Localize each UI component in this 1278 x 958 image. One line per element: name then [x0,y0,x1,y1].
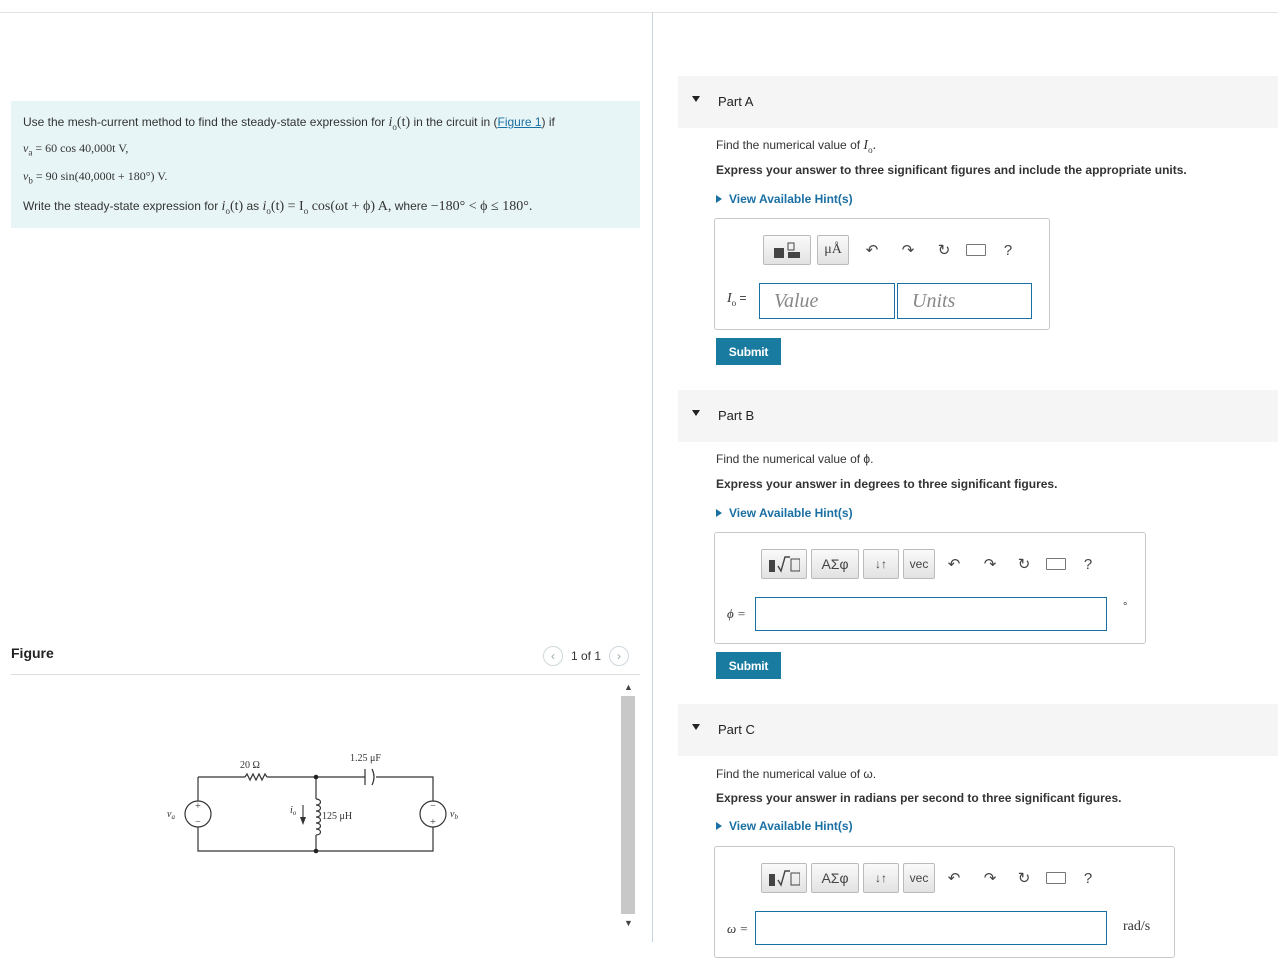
reset-icon[interactable]: ↻ [1017,556,1031,573]
vb-expression: $v_b = 90$ sin(40,000t + 180°) V. [23,169,168,186]
figure-link[interactable]: Figure 1 [497,115,542,129]
redo-icon[interactable]: ↷ [983,870,997,887]
vb-label: $v_b$ [450,809,458,821]
part-c-question: Find the numerical value of ω. [716,767,877,781]
part-b-label: Part B [718,408,755,423]
figure-pager [543,646,629,666]
part-b-toolbar [761,549,1099,579]
part-c-answer-box [714,846,1175,958]
part-c-header[interactable] [678,704,1278,756]
keyboard-icon[interactable] [1045,553,1067,575]
greek-symbols-button[interactable]: ΑΣφ [811,863,859,893]
svg-text:+: + [195,801,201,812]
va-label: $v_a$ [167,809,175,821]
greek-symbols-button[interactable]: ΑΣφ [811,549,859,579]
help-icon[interactable]: ? [1083,555,1093,573]
phi-input[interactable] [755,597,1107,631]
help-icon[interactable]: ? [1003,241,1013,259]
problem-intro: Use the mesh-current method to find the steady-state expression for $i_o(t)$ in the circuit in (Figure 1) if [23,115,555,132]
pager-text: 1 of 1 [571,649,602,663]
templates-icon[interactable] [761,863,807,893]
part-b-instruction: Express your answer in degrees to three significant figures. [716,477,1058,491]
scrollbar-thumb[interactable] [621,696,635,914]
reset-icon[interactable]: ↻ [1017,870,1031,887]
keyboard-icon[interactable] [1045,867,1067,889]
scroll-up-icon[interactable]: ▲ [624,682,633,692]
chevron-left-icon[interactable]: ‹ [543,646,563,666]
figure-divider [11,674,640,675]
keyboard-icon[interactable] [965,239,987,261]
redo-icon[interactable]: ↷ [983,556,997,573]
collapse-triangle-icon[interactable] [692,410,700,416]
resistor-label: 20 Ω [240,760,260,771]
circuit-diagram [150,745,470,865]
part-c-hint-link[interactable]: View Available Hint(s) [716,819,853,833]
part-a-toolbar [763,235,1019,265]
part-a-submit-button[interactable]: Submit [716,338,781,365]
part-a-header[interactable] [678,76,1278,128]
figure-title: Figure [11,645,54,661]
inductor-label: 125 μH [322,811,353,822]
part-b-answer-box [714,532,1146,644]
vector-button[interactable]: vec [903,863,935,893]
part-c-instruction: Express your answer in radians per second to three significant figures. [716,791,1122,805]
scroll-down-icon[interactable]: ▼ [624,918,633,928]
caret-right-icon [716,822,722,830]
svg-text:+: + [430,817,436,828]
undo-icon[interactable]: ↶ [865,242,879,259]
va-expression: $v_a = 60$ cos 40,000t V, [23,141,129,158]
collapse-triangle-icon[interactable] [692,724,700,730]
redo-icon[interactable]: ↷ [901,242,915,259]
value-input[interactable]: Value [759,283,895,319]
capacitor-label: 1.25 μF [350,753,381,764]
part-b-submit-button[interactable]: Submit [716,652,781,679]
part-b-hint-link[interactable]: View Available Hint(s) [716,506,853,520]
svg-text:−: − [195,817,201,828]
part-a-question: Find the numerical value of $I_o$. [716,138,877,155]
units-input[interactable]: Units [897,283,1032,319]
top-divider [0,12,1278,13]
part-a-answer-box [714,218,1050,330]
undo-icon[interactable]: ↶ [947,870,961,887]
problem-statement [11,101,640,228]
degree-unit: ° [1123,601,1128,613]
part-a-hint-link[interactable]: View Available Hint(s) [716,192,853,206]
sort-arrows-button[interactable]: ↓↑ [863,549,899,579]
omega-input[interactable] [755,911,1107,945]
sort-arrows-button[interactable]: ↓↑ [863,863,899,893]
caret-right-icon [716,509,722,517]
io-input-label: $I_o$ = [727,291,747,308]
caret-right-icon [716,195,722,203]
vector-button[interactable]: vec [903,549,935,579]
chevron-right-icon[interactable]: › [609,646,629,666]
phi-input-label: ϕ = [727,606,746,621]
io-label: $i_o$ [290,805,297,817]
undo-icon[interactable]: ↶ [947,556,961,573]
templates-icon[interactable] [761,549,807,579]
figure-scrollbar[interactable] [620,680,636,932]
help-icon[interactable]: ? [1083,869,1093,887]
part-c-toolbar [761,863,1099,893]
omega-input-label: ω = [727,921,749,936]
part-b-question: Find the numerical value of ϕ. [716,452,874,466]
part-b-header[interactable] [678,390,1278,442]
write-instruction: Write the steady-state expression for $i_o(t)$ as $i_o(t) = I_o$ cos(ωt + ϕ) A, where −180° < ϕ ≤ 180°. [23,199,533,216]
pane-divider[interactable] [652,12,653,942]
part-a-instruction: Express your answer to three significant figures and include the appropriate units. [716,163,1187,177]
rad-per-second-unit: rad/s [1123,919,1151,934]
templates-icon[interactable] [763,235,811,265]
reset-icon[interactable]: ↻ [937,242,951,259]
part-a-label: Part A [718,94,754,109]
svg-text:−: − [430,801,436,812]
part-c-label: Part C [718,722,755,737]
units-button[interactable]: μÅ [817,235,849,265]
collapse-triangle-icon[interactable] [692,96,700,102]
